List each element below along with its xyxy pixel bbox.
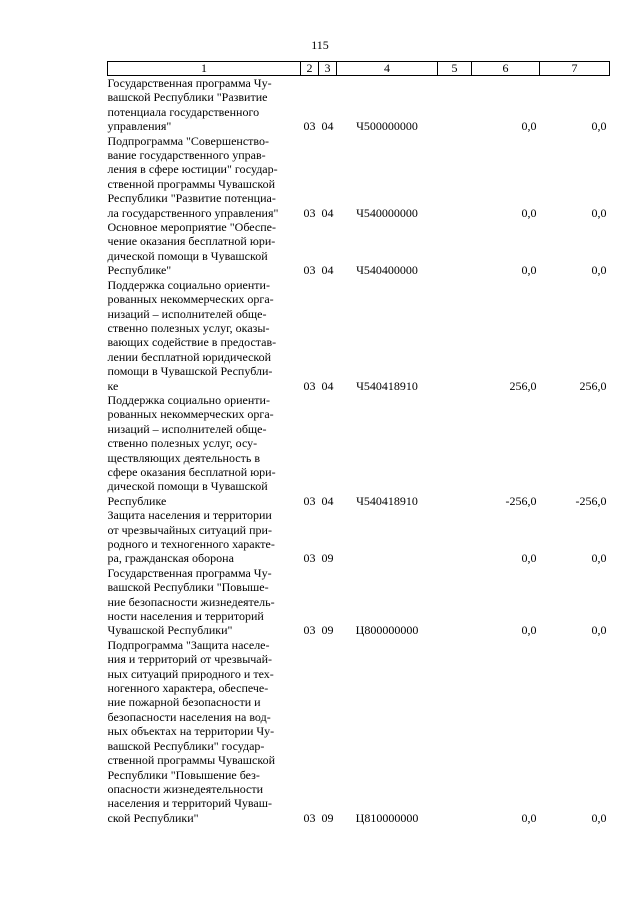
row-expense-type: [438, 393, 472, 508]
header-cell: 6: [472, 62, 540, 76]
row-section: 03: [303, 493, 316, 508]
row-name-line: Чувашской Республики": [107, 623, 233, 638]
row-value-1: -256,0: [505, 493, 537, 508]
row-section: 03: [303, 119, 316, 134]
row-name: [108, 220, 301, 278]
row-subsection: 04: [321, 119, 334, 134]
row-subsection: 04: [321, 263, 334, 278]
row-expense-type: [438, 278, 472, 393]
row-name-line: рованных некоммерческих орга-: [107, 407, 274, 422]
row-name-line: опасности жизнедеятельности: [107, 781, 264, 796]
header-cell: 2: [301, 62, 319, 76]
row-name-line: безопасности населения на вод-: [107, 709, 271, 724]
table-row: [108, 566, 610, 638]
row-name-line: Республике": [107, 263, 172, 278]
row-name-line: низаций – исполнителей обще-: [107, 306, 267, 321]
row-section: 03: [303, 623, 316, 638]
row-target-code: Ч540418910: [356, 493, 418, 508]
row-name: [108, 76, 301, 134]
row-value-2: 256,0: [579, 378, 607, 393]
row-name-line: Основное мероприятие "Обеспе-: [107, 220, 276, 235]
row-name: [108, 638, 301, 825]
row-name-line: ла государственного управления": [107, 205, 279, 220]
table-row: [108, 278, 610, 393]
row-value-2: 0,0: [591, 810, 607, 825]
row-value-1: 256,0: [509, 378, 537, 393]
row-subsection: 09: [321, 623, 334, 638]
row-name-line: ственной программы Чувашской: [107, 176, 276, 191]
row-name-line: сфере оказания бесплатной юри-: [107, 464, 276, 479]
row-name-line: от чрезвычайных ситуаций при-: [107, 522, 272, 537]
row-name-line: вашской Республики "Развитие: [107, 90, 268, 105]
row-value-2: 0,0: [591, 623, 607, 638]
row-name-line: ногенного характера, обеспече-: [107, 681, 269, 696]
table-row: [108, 393, 610, 508]
page-number: 115: [311, 38, 329, 52]
row-expense-type: [438, 220, 472, 278]
row-name: [108, 393, 301, 508]
budget-table: [107, 61, 610, 825]
row-expense-type: [438, 508, 472, 566]
row-section: 03: [303, 810, 316, 825]
row-section: 03: [303, 205, 316, 220]
row-name-line: Защита населения и территории: [107, 508, 272, 523]
row-name-line: ние пожарной безопасности и: [107, 695, 261, 710]
row-name-line: Поддержка социально ориенти-: [107, 277, 270, 292]
row-section: 03: [303, 263, 316, 278]
row-expense-type: [438, 638, 472, 825]
row-subsection: 09: [321, 810, 334, 825]
table-row: [108, 76, 610, 134]
row-name-line: рованных некоммерческих орга-: [107, 292, 274, 307]
row-expense-type: [438, 566, 472, 638]
row-name-line: ния и территорий от чрезвычай-: [107, 652, 273, 667]
row-name: [108, 278, 301, 393]
row-name-line: потенциала государственного: [107, 104, 260, 119]
row-value-1: 0,0: [521, 623, 537, 638]
row-name-line: населения и территорий Чуваш-: [107, 796, 272, 811]
row-name-line: ственной программы Чувашской: [107, 753, 276, 768]
row-name-line: вающих содействие в предостав-: [107, 335, 277, 350]
row-value-2: 0,0: [591, 205, 607, 220]
row-name-line: ных ситуаций природного и тех-: [107, 666, 274, 681]
header-cell: 7: [540, 62, 610, 76]
row-target-code: Ч540400000: [356, 263, 418, 278]
row-value-1: 0,0: [521, 810, 537, 825]
row-name-line: вание государственного управ-: [107, 148, 266, 163]
row-value-2: 0,0: [591, 551, 607, 566]
row-name-line: Поддержка социально ориенти-: [107, 392, 270, 407]
row-name-line: Государственная программа Чу-: [107, 76, 272, 90]
row-subsection: 09: [321, 551, 334, 566]
row-value-1: 0,0: [521, 551, 537, 566]
row-name-line: низаций – исполнителей обще-: [107, 421, 267, 436]
row-name-line: ности населения и территорий: [107, 609, 264, 624]
row-expense-type: [438, 134, 472, 220]
row-name-line: ние безопасности жизнедеятель-: [107, 594, 275, 609]
row-subsection: 04: [321, 378, 334, 393]
row-value-1: 0,0: [521, 205, 537, 220]
header-cell: 1: [108, 62, 301, 76]
row-target-code: Ц810000000: [355, 810, 419, 825]
table-row: [108, 220, 610, 278]
row-target-code: Ч540418910: [356, 378, 418, 393]
row-value-1: 0,0: [521, 119, 537, 134]
row-name-line: дической помощи в Чувашской: [107, 248, 268, 263]
row-target-code: Ц800000000: [355, 623, 419, 638]
row-name-line: Республики "Повышение без-: [107, 767, 260, 782]
row-name-line: ской Республики": [107, 810, 199, 825]
row-name-line: лении бесплатной юридической: [107, 349, 272, 364]
row-section: 03: [303, 378, 316, 393]
row-name-line: ра, гражданская оборона: [107, 551, 234, 566]
row-target-code: Ч540000000: [356, 205, 418, 220]
row-name-line: ществляющих деятельность в: [107, 450, 260, 465]
row-name-line: Подпрограмма "Совершенство-: [107, 133, 269, 148]
header-cell: 5: [438, 62, 472, 76]
row-name: [108, 134, 301, 220]
row-name-line: ке: [107, 378, 119, 393]
row-name-line: чение оказания бесплатной юри-: [107, 234, 276, 249]
row-name-line: Государственная программа Чу-: [107, 565, 272, 580]
row-subsection: 04: [321, 493, 334, 508]
row-section: 03: [303, 551, 316, 566]
row-name-line: Республики "Развитие потенциа-: [107, 191, 276, 206]
row-name-line: родного и техногенного характе-: [107, 537, 275, 551]
row-name-line: вашской Республики" государ-: [107, 738, 265, 753]
row-value-1: 0,0: [521, 263, 537, 278]
row-name-line: дической помощи в Чувашской: [107, 479, 268, 494]
row-expense-type: [438, 76, 472, 134]
row-name-line: вашской Республики "Повыше-: [107, 580, 269, 595]
table-row: [108, 134, 610, 220]
row-value-2: 0,0: [591, 263, 607, 278]
row-name-line: ственно полезных услуг, осу-: [107, 436, 258, 451]
row-name: [108, 508, 301, 566]
row-name-line: ных объектах на территории Чу-: [107, 724, 275, 739]
row-name-line: ственно полезных услуг, оказы-: [107, 320, 270, 335]
row-name-line: помощи в Чувашской Республи-: [107, 364, 273, 379]
row-target-code: Ч500000000: [356, 119, 418, 134]
row-subsection: 04: [321, 205, 334, 220]
row-name-line: Подпрограмма "Защита населе-: [107, 637, 270, 652]
table-header-row: [108, 62, 610, 76]
row-value-2: 0,0: [591, 119, 607, 134]
table-row: [108, 638, 610, 825]
row-name: [108, 566, 301, 638]
row-target-code: [337, 508, 438, 566]
row-name-line: управления": [107, 119, 172, 134]
row-name-line: ления в сфере юстиции" государ-: [107, 162, 278, 177]
table-row: [108, 508, 610, 566]
row-value-2: -256,0: [575, 493, 607, 508]
row-name-line: Республике: [107, 493, 167, 508]
header-cell: 3: [319, 62, 337, 76]
header-cell: 4: [337, 62, 438, 76]
